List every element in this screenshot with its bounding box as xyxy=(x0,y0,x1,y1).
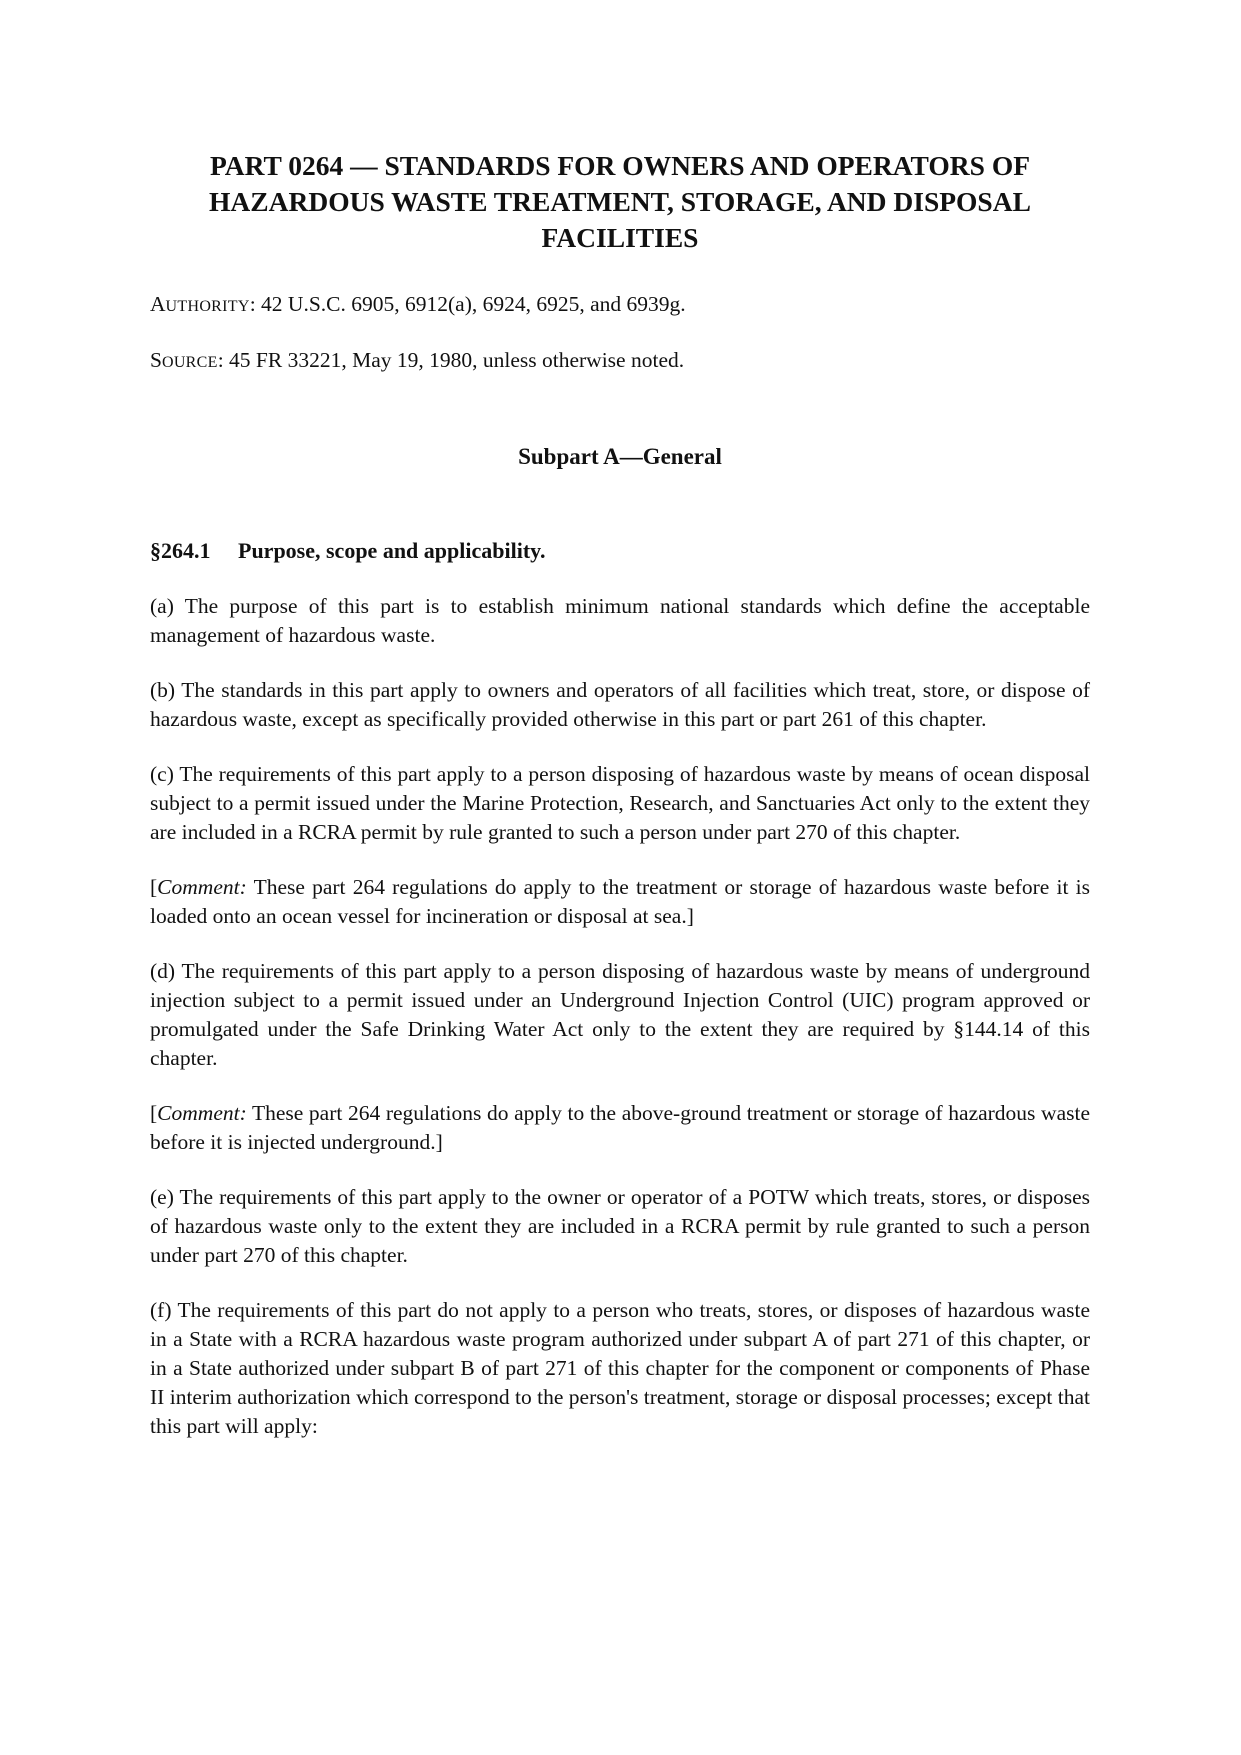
authority-line xyxy=(150,289,1090,322)
comment-label: Comment: xyxy=(157,875,247,899)
title-line: FACILITIES xyxy=(541,222,699,253)
source-label-initial: S xyxy=(150,348,162,372)
comment-bracket: [ xyxy=(150,875,158,899)
comment-text: These part 264 regulations do apply to the above-ground treatment or storage of hazardous waste before it is injected underground.] xyxy=(150,1101,1090,1154)
part-title xyxy=(130,148,1110,256)
title-line: PART 0264 — STANDARDS FOR OWNERS AND OPERATORS OF xyxy=(209,150,1031,181)
paragraph-d: (d) The requirements of this part apply to a person disposing of hazardous waste by means of underground injection subject to a permit issued under an Underground Injection Control (UIC) program approved or promulgated under the Safe Drinking Water Act only to the extent they are required by §144.14 of this chapter. xyxy=(150,959,1090,1070)
paragraph-c: (c) The requirements of this part apply to a person disposing of hazardous waste by means of ocean disposal subject to a permit issued under the Marine Protection, Research, and Sanctuaries Act only to the extent they are included in a RCRA permit by rule granted to such a person under part 270 of this chapter. xyxy=(150,762,1090,844)
comment-paragraph-1 xyxy=(150,873,1090,931)
authority-label-rest: UTHORITY xyxy=(165,298,250,315)
paragraph-b: (b) The standards in this part apply to owners and operators of all facilities which treat, store, or dispose of hazardous waste, except as specifically provided otherwise in this part or part 261 of this chapter. xyxy=(150,678,1090,731)
document-page xyxy=(150,148,1090,1441)
comment-paragraph-2 xyxy=(150,1099,1090,1157)
comment-label: Comment: xyxy=(157,1101,247,1125)
paragraph-a: (a) The purpose of this part is to establish minimum national standards which define the acceptable management of hazardous waste. xyxy=(150,594,1090,647)
comment-bracket: [ xyxy=(150,1101,158,1125)
section-heading xyxy=(150,536,1090,566)
section-number: §264.1 xyxy=(150,538,211,563)
title-line: HAZARDOUS WASTE TREATMENT, STORAGE, AND DISPOSAL xyxy=(209,186,1031,217)
comment-text: These part 264 regulations do apply to the treatment or storage of hazardous waste before it is loaded onto an ocean vessel for incineration or disposal at sea.] xyxy=(150,875,1090,928)
paragraph-e: (e) The requirements of this part apply to the owner or operator of a POTW which treats, stores, or disposes of hazardous waste only to the extent they are included in a RCRA permit by rule granted to such a person under part 270 of this chapter. xyxy=(150,1185,1090,1267)
source-line xyxy=(150,345,1090,378)
subpart-heading: Subpart A—General xyxy=(518,444,722,469)
paragraph-f: (f) The requirements of this part do not apply to a person who treats, stores, or disposes of hazardous waste in a State with a RCRA hazardous waste program authorized under subpart A of part 271 of this chapter, or in a State authorized under subpart B of part 271 of this chapter for the component or components of Phase II interim authorization which correspond to the person's treatment, storage or disposal processes; except that this part will apply: xyxy=(150,1298,1090,1438)
authority-label-initial: A xyxy=(150,292,166,316)
section-title: Purpose, scope and applicability. xyxy=(238,538,546,563)
source-text: : 45 FR 33221, May 19, 1980, unless otherwise noted. xyxy=(217,348,685,372)
source-label-rest: OURCE xyxy=(161,354,218,371)
authority-text: : 42 U.S.C. 6905, 6912(a), 6924, 6925, and 6939g. xyxy=(249,292,686,316)
